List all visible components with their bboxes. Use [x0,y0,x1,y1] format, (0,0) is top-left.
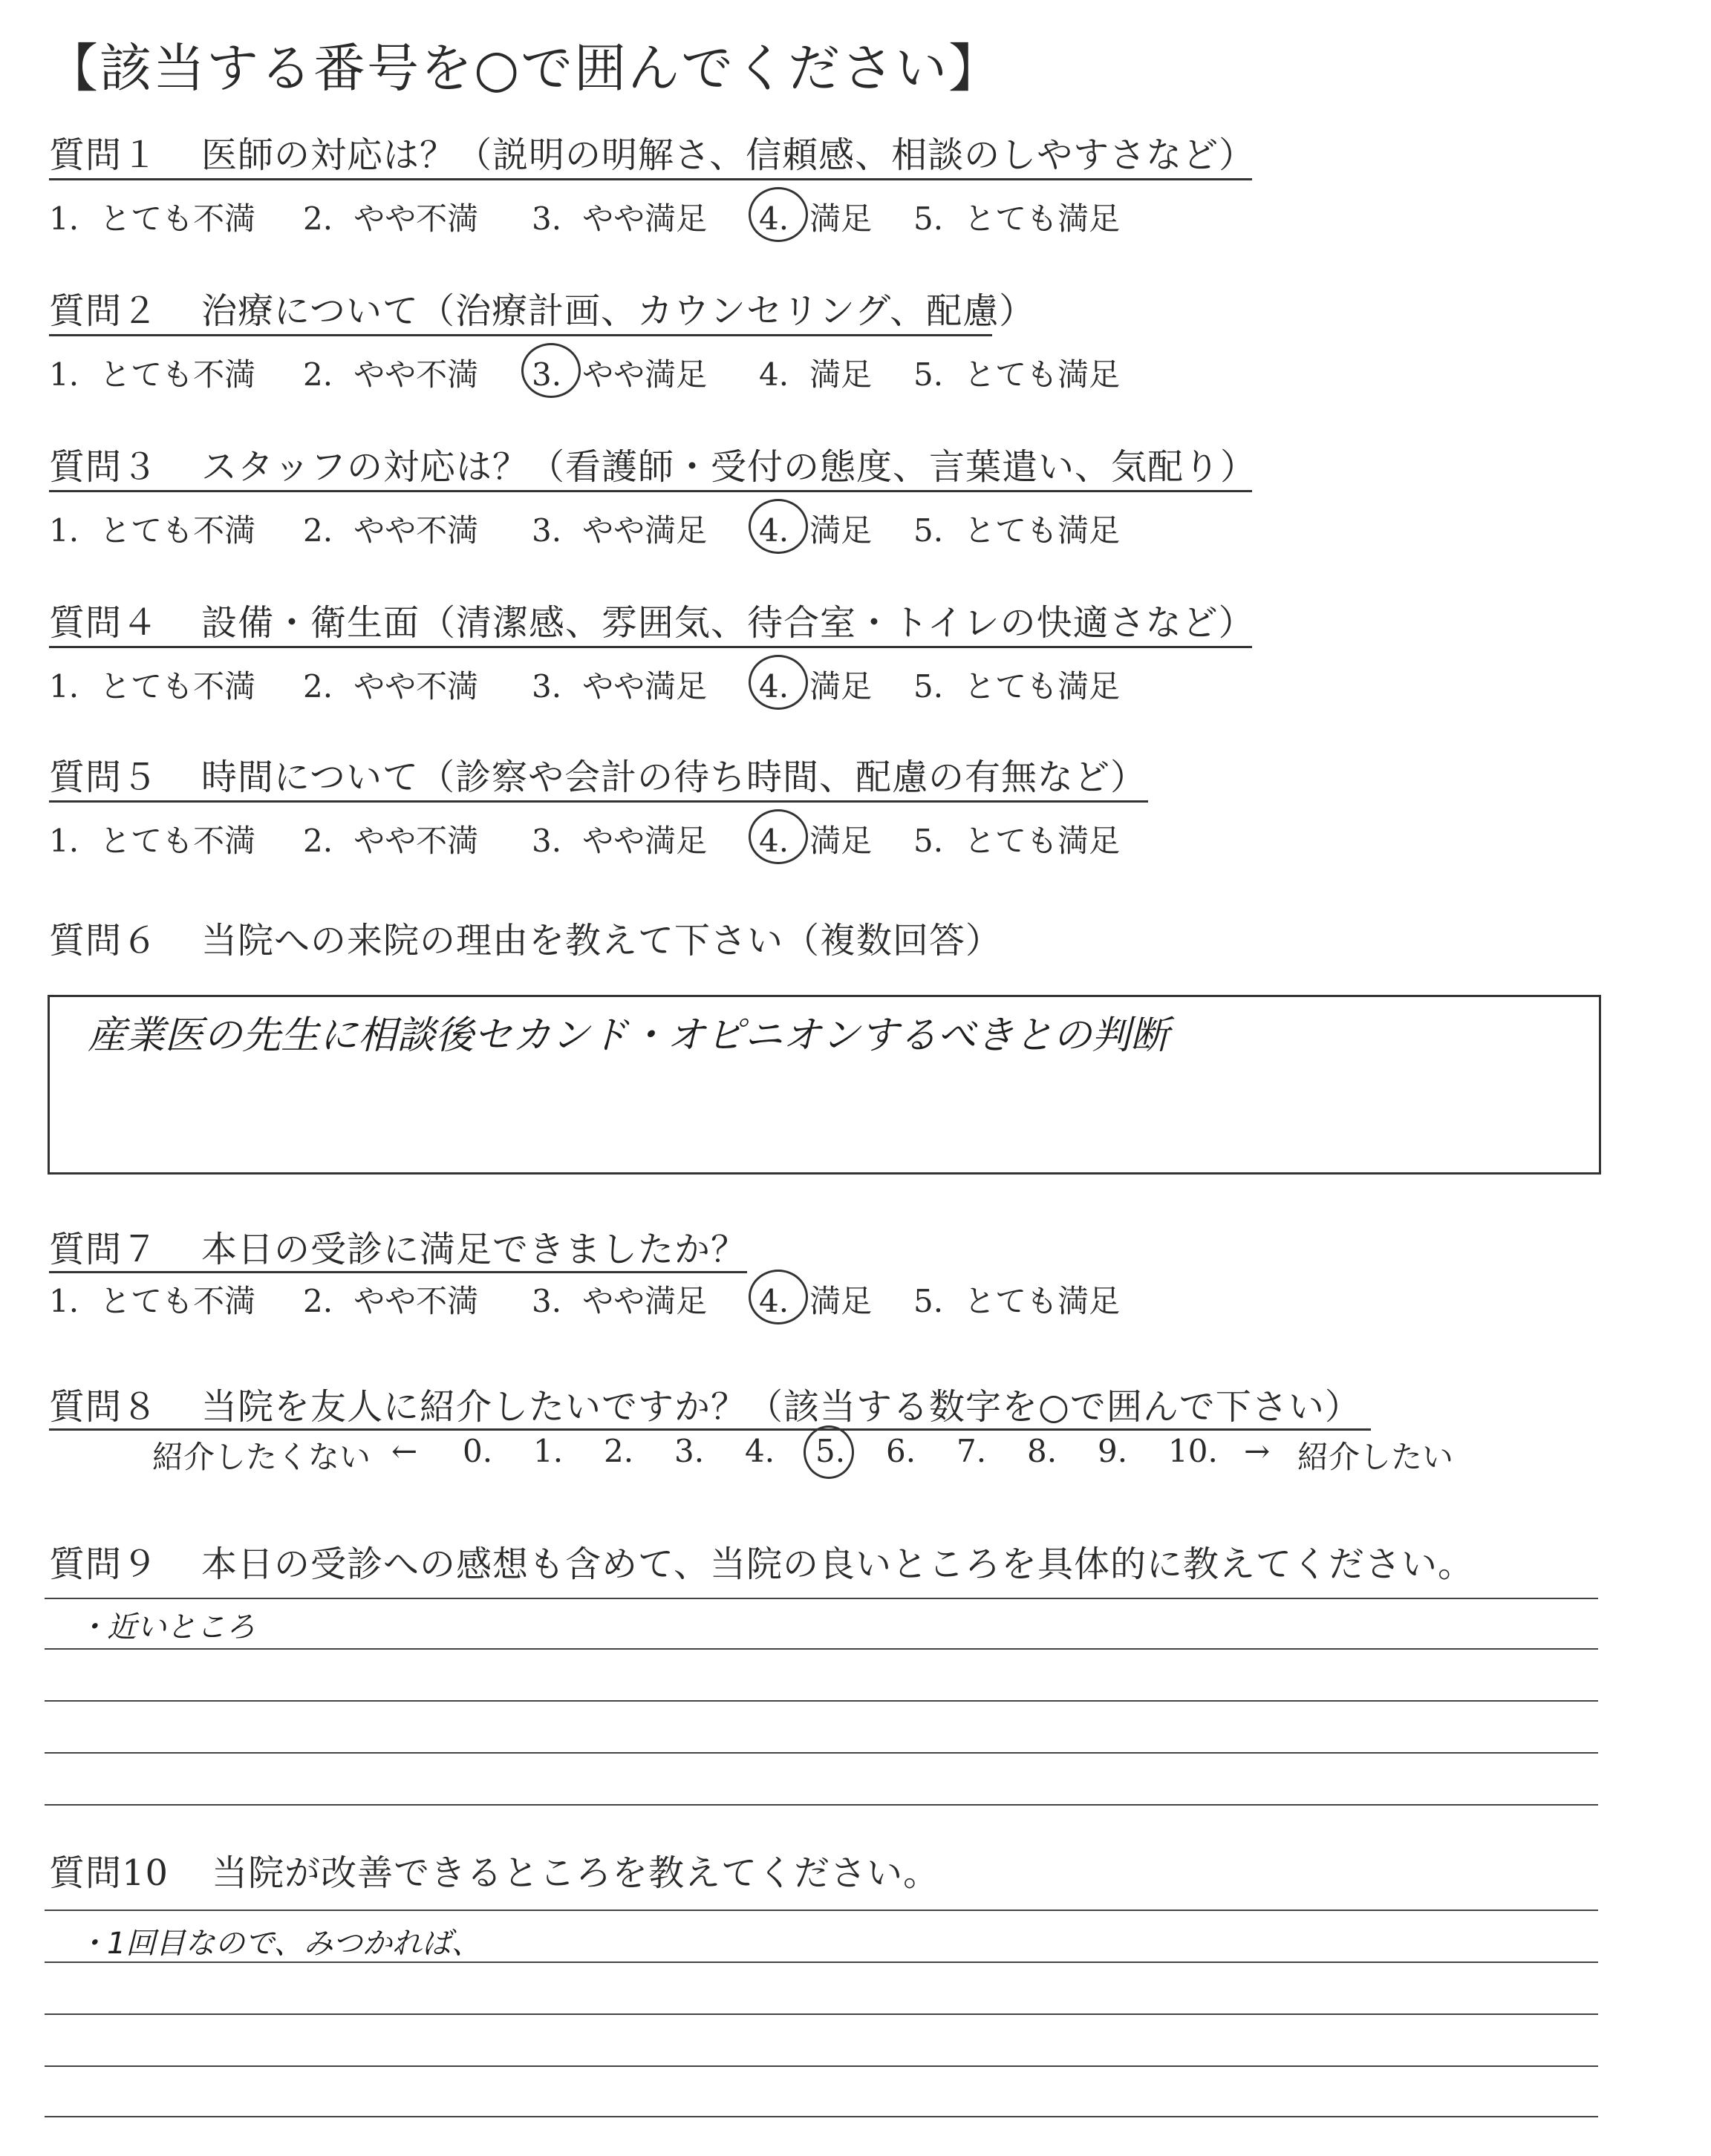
q5-option-number: 5. [913,823,944,859]
q4-option-number: 4. [759,668,789,705]
q2-option-2[interactable] [303,350,478,395]
q2-text: 治療について（治療計画、カウンセリング、配慮） [201,290,1036,332]
q6-title [49,912,1002,963]
q3-option-number: 2. [303,512,333,549]
q5-option-5[interactable] [913,817,1120,861]
q1-option-2[interactable] [303,195,478,239]
q7-option-label: 満足 [809,1283,873,1319]
q4-selected-circle [749,655,808,710]
q10-answer-line[interactable] [45,1910,1598,1911]
q10-answer-line[interactable] [45,2116,1598,2117]
q7-option-number: 5. [913,1283,944,1319]
q7-option-number: 2. [303,1283,333,1319]
q10-number: 質問10 [49,1852,169,1894]
q2-option-4[interactable] [759,350,872,395]
q3-option-2[interactable] [303,506,478,551]
q4-option-label: とても満足 [964,668,1121,705]
q8-scale-value[interactable]: 3. [674,1433,705,1469]
q5-option-label: やや不満 [353,823,479,859]
q5-selected-circle [749,809,808,864]
q3-option-5[interactable] [913,506,1120,551]
q2-option-label: やや満足 [582,356,708,393]
q7-option-1[interactable] [49,1277,255,1322]
q7-option-label: とても不満 [100,1283,256,1319]
q2-option-label: やや不満 [353,356,479,393]
q5-option-label: とても不満 [100,823,256,859]
q9-answer-line[interactable] [45,1804,1598,1806]
q7-option-label: やや不満 [353,1283,479,1319]
q8-scale-value[interactable]: 7. [956,1433,987,1469]
q8-right-label: 紹介したい [1297,1439,1454,1475]
q5-option-1[interactable] [49,817,255,861]
q2-option-number: 1. [49,356,79,393]
q7-text: 本日の受診に満足できましたか？ [201,1229,748,1270]
q8-text: 当院を友人に紹介したいですか？（該当する数字を○で囲んで下さい） [201,1386,1361,1428]
q9-answer-line[interactable] [45,1700,1598,1702]
q2-option-5[interactable] [913,350,1120,395]
q3-text: スタッフの対応は？（看護師・受付の態度、言葉遣い、気配り） [201,446,1257,488]
q10-answer: ・1回目なので、みつかれば、 [77,1927,481,1961]
q8-scale-value[interactable]: 6. [886,1433,916,1469]
q4-option-label: とても不満 [100,668,256,705]
page-title: 【該当する番号を○で囲んでください】 [46,38,1003,99]
q7-option-2[interactable] [303,1277,478,1322]
q1-option-label: やや満足 [582,200,708,237]
q2-option-1[interactable] [49,350,255,395]
q2-option-number: 2. [303,356,333,393]
q3-number: 質問３ [49,446,159,488]
q7-title [49,1221,747,1272]
q1-text: 医師の対応は？（説明の明解さ、信頼感、相談のしやすさなど） [201,134,1256,176]
q8-scale-value[interactable]: 8. [1027,1433,1057,1469]
q4-option-number: 1. [49,668,79,705]
q9-text: 本日の受診への感想も含めて、当院の良いところを具体的に教えてください。 [201,1544,1475,1585]
q8-scale-value[interactable]: 9. [1098,1433,1128,1469]
q8-title [49,1378,1361,1429]
q4-option-3[interactable] [532,662,707,707]
q8-scale-value[interactable]: 2. [604,1433,634,1469]
q4-option-label: 満足 [809,668,873,705]
q5-number: 質問５ [49,757,159,798]
q1-underline [49,178,1252,180]
q7-option-5[interactable] [913,1277,1120,1322]
q8-scale-value[interactable]: 1. [533,1433,564,1469]
q5-text: 時間について（診察や会計の待ち時間、配慮の有無など） [201,757,1147,798]
q7-number: 質問７ [49,1229,159,1270]
q7-option-number: 3. [532,1283,562,1319]
q4-text: 設備・衛生面（清潔感、雰囲気、待合室・トイレの快適さなど） [201,602,1255,644]
q5-option-number: 4. [759,823,789,859]
q4-option-number: 5. [913,668,944,705]
q3-option-number: 3. [532,512,562,549]
q10-answer-line[interactable] [45,2013,1598,2015]
q7-option-label: やや満足 [582,1283,708,1319]
q1-option-label: 満足 [809,200,873,237]
q10-text: 当院が改善できるところを教えてください。 [212,1852,940,1894]
q2-option-number: 3. [532,356,562,393]
q5-option-label: やや満足 [582,823,708,859]
q1-option-1[interactable] [49,195,255,239]
q1-option-label: とても満足 [964,200,1121,237]
q9-number: 質問９ [49,1544,159,1585]
q3-selected-circle [749,499,808,554]
q3-option-number: 4. [759,512,789,549]
q1-title [49,126,1255,177]
q8-scale-value[interactable]: 5. [815,1433,846,1469]
q10-title [49,1844,939,1895]
q2-option-label: 満足 [809,356,873,393]
q7-option-number: 1. [49,1283,79,1319]
q2-selected-circle [521,343,581,398]
q4-option-label: やや不満 [353,668,479,705]
q8-underline [49,1428,1371,1431]
q10-answer-line[interactable] [45,2065,1598,2067]
q4-option-number: 3. [532,668,562,705]
q2-option-number: 4. [759,356,789,393]
q2-underline [49,334,992,336]
q3-option-1[interactable] [49,506,255,551]
q7-underline [49,1271,747,1273]
q5-option-number: 3. [532,823,562,859]
q5-option-label: 満足 [809,823,873,859]
q3-option-number: 5. [913,512,944,549]
q1-option-number: 4. [759,200,789,237]
q1-option-3[interactable] [532,195,707,239]
q2-option-number: 5. [913,356,944,393]
q10-answer-line[interactable] [45,1961,1598,1963]
q3-option-number: 1. [49,512,79,549]
q8-right-arrow: → [1244,1433,1271,1469]
q6-number: 質問６ [49,920,159,961]
q3-underline [49,490,1252,492]
q3-option-3[interactable] [532,506,707,551]
q3-option-label: やや満足 [582,512,708,549]
q3-option-label: とても満足 [964,512,1121,549]
q1-option-number: 3. [532,200,562,237]
q6-answer: 産業医の先生に相談後セカンド・オピニオンするべきとの判断 [88,1013,1170,1058]
q1-option-number: 2. [303,200,333,237]
q4-number: 質問４ [49,602,159,644]
q3-option-label: やや不満 [353,512,479,549]
q1-selected-circle [749,187,808,242]
q1-number: 質問１ [49,134,159,176]
q5-option-number: 2. [303,823,333,859]
q2-option-label: とても不満 [100,356,256,393]
q1-option-number: 1. [49,200,79,237]
q9-title [49,1535,1474,1587]
q4-title [49,594,1255,645]
q5-title [49,748,1147,800]
q8-number: 質問８ [49,1386,159,1428]
q4-option-1[interactable] [49,662,255,707]
q3-title [49,438,1257,489]
q8-scale-value[interactable]: 0. [463,1433,493,1469]
q1-option-number: 5. [913,200,944,237]
q1-option-label: とても不満 [100,200,256,237]
q9-answer-line[interactable] [45,1752,1598,1754]
q2-option-label: とても満足 [964,356,1121,393]
q7-selected-circle [749,1270,808,1324]
q4-underline [49,646,1252,648]
q8-left-label: 紹介したくない [152,1439,371,1475]
q9-answer: ・近いところ [77,1610,255,1644]
q8-left-arrow: ← [391,1433,418,1469]
q7-option-number: 4. [759,1283,789,1319]
q6-text: 当院への来院の理由を教えて下さい（複数回答） [201,920,1003,961]
q5-option-number: 1. [49,823,79,859]
q2-title [49,282,1035,333]
q7-option-3[interactable] [532,1277,707,1322]
q4-option-label: やや満足 [582,668,708,705]
q8-scale-value[interactable]: 10. [1168,1433,1218,1469]
q3-option-label: 満足 [809,512,873,549]
q1-option-5[interactable] [913,195,1120,239]
q8-selected-circle [804,1425,854,1479]
q3-option-label: とても不満 [100,512,256,549]
q2-number: 質問２ [49,290,159,332]
q5-option-label: とても満足 [964,823,1121,859]
q5-option-3[interactable] [532,817,707,861]
q4-option-2[interactable] [303,662,478,707]
q7-option-label: とても満足 [964,1283,1121,1319]
q9-answer-line[interactable] [45,1598,1598,1599]
q4-option-number: 2. [303,668,333,705]
q1-option-label: やや不満 [353,200,479,237]
q9-answer-line[interactable] [45,1648,1598,1650]
q8-scale-value[interactable]: 4. [745,1433,775,1469]
q5-option-2[interactable] [303,817,478,861]
q5-underline [49,800,1148,803]
q4-option-5[interactable] [913,662,1120,707]
